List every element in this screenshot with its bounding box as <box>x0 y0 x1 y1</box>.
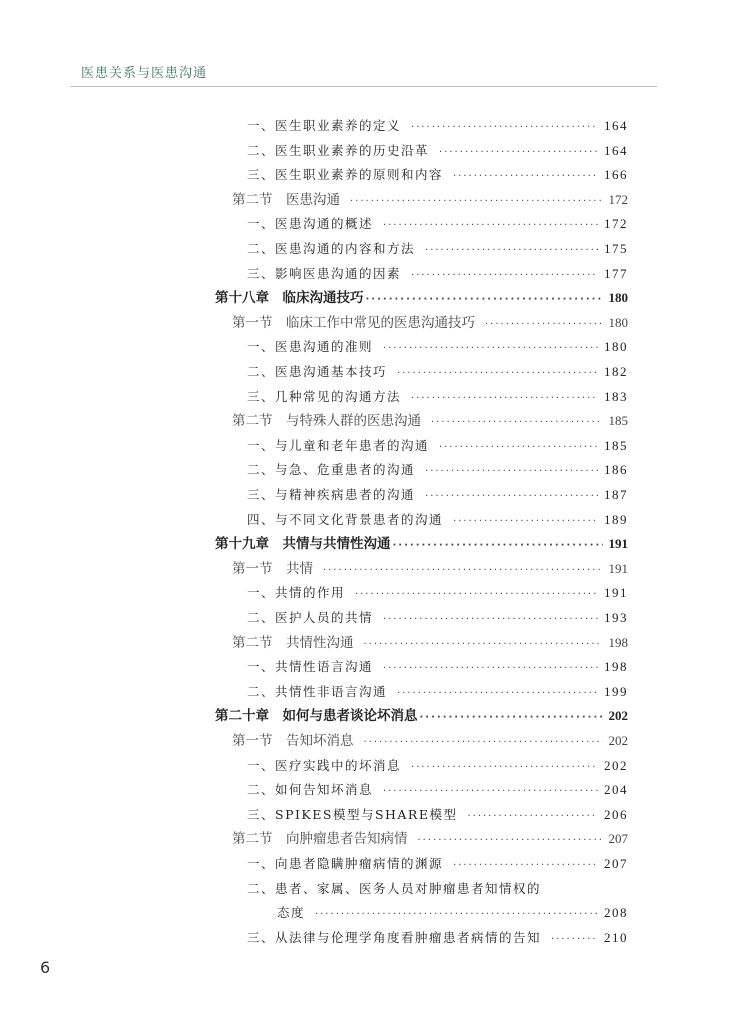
toc-entry-item <box>247 385 628 409</box>
toc-entry-page: 166 <box>604 167 628 183</box>
toc-entry-title: 三、SPIKES模型与SHARE模型 <box>247 806 458 822</box>
toc-entry-page: 191 <box>608 536 628 552</box>
toc-entry-title: 第二节 共情性沟通 <box>232 634 354 651</box>
dot-leader <box>453 510 598 534</box>
toc-entry-title: 第十八章 临床沟通技巧 <box>215 290 364 307</box>
dot-leader <box>411 387 598 411</box>
toc-entry-page: 206 <box>604 806 628 822</box>
dot-leader <box>425 460 598 484</box>
dot-leader <box>366 288 603 312</box>
toc-entry-title: 三、几种常见的沟通方法 <box>247 388 402 404</box>
dot-leader <box>551 928 598 952</box>
toc-entry-item <box>247 237 628 261</box>
dot-leader <box>453 165 598 189</box>
toc-entry-page: 199 <box>604 683 628 699</box>
toc-entry-page: 204 <box>604 782 628 798</box>
dot-leader <box>364 633 603 657</box>
toc-entry-page: 198 <box>604 659 628 675</box>
toc-entry-section <box>232 311 628 335</box>
dot-leader <box>439 141 598 165</box>
toc-entry-page: 191 <box>608 560 628 576</box>
dot-leader <box>425 239 598 263</box>
dot-leader <box>485 313 603 337</box>
dot-leader <box>467 805 598 829</box>
toc-entry-title: 一、向患者隐瞒肿瘤病情的渊源 <box>247 856 444 871</box>
dot-leader <box>323 559 603 583</box>
toc-entry-page: 186 <box>604 462 628 478</box>
toc-entry-page: 172 <box>608 191 628 207</box>
toc-entry-section <box>232 409 628 433</box>
header-divider <box>70 86 657 87</box>
toc-entry-page: 202 <box>604 757 628 773</box>
toc-entry-item <box>247 877 628 901</box>
toc-entry-chapter <box>215 532 628 556</box>
dot-leader <box>425 485 598 509</box>
dot-leader <box>355 583 598 607</box>
toc-entry-section <box>232 827 628 851</box>
toc-entry-item <box>247 335 628 359</box>
toc-entry-page: 180 <box>608 290 628 306</box>
toc-entry-item <box>247 581 628 605</box>
toc-entry-section <box>232 631 628 655</box>
toc-entry-item <box>247 778 628 802</box>
toc-entry-title: 二、共情性非语言沟通 <box>247 683 388 699</box>
dot-leader <box>411 116 598 140</box>
toc-entry-title: 二、医护人员的共情 <box>247 610 374 625</box>
toc-entry-page: 164 <box>604 142 628 158</box>
toc-entry-item <box>247 754 628 778</box>
toc-entry-page: 202 <box>608 708 628 724</box>
toc-entry-page: 172 <box>604 216 628 232</box>
toc-entry-title: 一、共情的作用 <box>247 585 346 601</box>
toc-entry-title: 态度 <box>277 905 306 921</box>
toc-entry-title: 一、与儿童和老年患者的沟通 <box>247 437 430 453</box>
toc-entry-title: 二、医患沟通基本技巧 <box>247 364 388 379</box>
toc-entry-section <box>232 188 628 212</box>
toc-entry-title: 二、与急、危重患者的沟通 <box>247 462 416 478</box>
toc-entry-title: 一、医患沟通的准则 <box>247 339 374 355</box>
toc-entry-item <box>247 606 628 630</box>
toc-entry-page: 177 <box>604 265 628 281</box>
dot-leader <box>383 214 598 238</box>
dot-leader <box>397 362 598 386</box>
dot-leader <box>315 903 598 927</box>
toc-entry-item <box>247 803 628 827</box>
dot-leader <box>439 436 598 460</box>
toc-entry-page: 207 <box>604 856 628 871</box>
dot-leader <box>397 682 598 706</box>
toc-entry-title: 第二十章 如何与患者谈论坏消息 <box>215 708 418 725</box>
dot-leader <box>393 534 603 558</box>
dot-leader <box>383 780 598 804</box>
toc-entry-item <box>247 262 628 286</box>
toc-entry-chapter <box>215 704 628 728</box>
toc-entry-item <box>247 360 628 384</box>
toc-entry-page: 202 <box>608 733 628 748</box>
dot-leader <box>420 706 603 730</box>
dot-leader <box>431 411 603 435</box>
toc-entry-item <box>247 212 628 236</box>
toc-entry-item <box>247 458 628 482</box>
toc-entry-title: 一、共情性语言沟通 <box>247 659 374 675</box>
toc-entry-page: 198 <box>608 634 628 650</box>
dot-leader <box>350 190 603 214</box>
toc-entry-page: 187 <box>604 487 628 502</box>
toc-entry-title: 三、医生职业素养的原则和内容 <box>247 167 444 183</box>
toc-entry-title: 四、与不同文化背景患者的沟通 <box>247 511 444 527</box>
running-header: 医患关系与医患沟通 <box>81 66 208 81</box>
toc-entry-title: 第一节 告知坏消息 <box>232 733 354 749</box>
toc-entry-title: 一、医生职业素养的定义 <box>247 118 402 133</box>
toc-entry-title: 二、医患沟通的内容和方法 <box>247 241 416 256</box>
page-number: 6 <box>40 958 51 977</box>
toc-entry-title: 三、与精神疾病患者的沟通 <box>247 487 416 502</box>
toc-entry-title: 第十九章 共情与共情性沟通 <box>215 536 391 553</box>
toc-entry-page: 210 <box>604 929 628 945</box>
toc-entry-item <box>247 508 628 532</box>
toc-entry-cont <box>277 901 628 925</box>
dot-leader <box>383 337 598 361</box>
dot-leader <box>411 264 598 288</box>
dot-leader <box>411 756 598 780</box>
toc-entry-item <box>247 434 628 458</box>
dot-leader <box>364 731 603 755</box>
toc-entry-page: 164 <box>604 118 628 133</box>
toc-entry-title: 一、医患沟通的概述 <box>247 216 374 232</box>
dot-leader <box>383 608 598 632</box>
toc-entry-page: 185 <box>608 413 628 429</box>
toc-entry-page: 189 <box>604 511 628 527</box>
toc-entry-title: 第二节 与特殊人群的医患沟通 <box>232 413 421 430</box>
toc-entry-title: 第二节 向肿瘤患者告知病情 <box>232 831 408 848</box>
toc-entry-page: 185 <box>604 437 628 453</box>
toc-entry-item <box>247 852 628 876</box>
toc-entry-item <box>247 483 628 507</box>
toc-entry-chapter <box>215 286 628 310</box>
toc-entry-item <box>247 163 628 187</box>
dot-leader <box>453 854 598 878</box>
toc-entry-page: 191 <box>604 585 628 601</box>
toc-entry-page: 183 <box>604 388 628 404</box>
toc-entry-item <box>247 926 628 950</box>
toc-entry-title: 三、从法律与伦理学角度看肿瘤患者病情的告知 <box>247 929 542 945</box>
toc-entry-page: 180 <box>608 314 628 330</box>
toc-entry-page: 175 <box>604 241 628 256</box>
toc-entry-item <box>247 114 628 138</box>
toc-entry-title: 二、医生职业素养的历史沿革 <box>247 142 430 158</box>
toc-entry-title: 第一节 临床工作中常见的医患沟通技巧 <box>232 314 475 331</box>
toc-entry-title: 第一节 共情 <box>232 560 313 577</box>
toc-entry-title: 二、如何告知坏消息 <box>247 782 374 798</box>
toc-entry-section <box>232 729 628 753</box>
toc-entry-title: 三、影响医患沟通的因素 <box>247 265 402 281</box>
toc-entry-item <box>247 655 628 679</box>
dot-leader <box>383 657 598 681</box>
toc-entry-page: 180 <box>604 339 628 355</box>
toc-entry-title: 一、医疗实践中的坏消息 <box>247 757 402 773</box>
toc-entry-page: 208 <box>604 905 628 921</box>
dot-leader <box>418 829 603 853</box>
toc-entry-page: 207 <box>608 831 628 847</box>
toc-entry-item <box>247 139 628 163</box>
toc-entry-title: 二、患者、家属、医务人员对肿瘤患者知情权的 <box>247 880 542 896</box>
toc-entry-title: 第二节 医患沟通 <box>232 191 340 208</box>
toc-entry-page: 193 <box>604 610 628 625</box>
toc-entry-page: 182 <box>604 364 628 379</box>
toc-entry-item <box>247 680 628 704</box>
toc-entry-section <box>232 557 628 581</box>
